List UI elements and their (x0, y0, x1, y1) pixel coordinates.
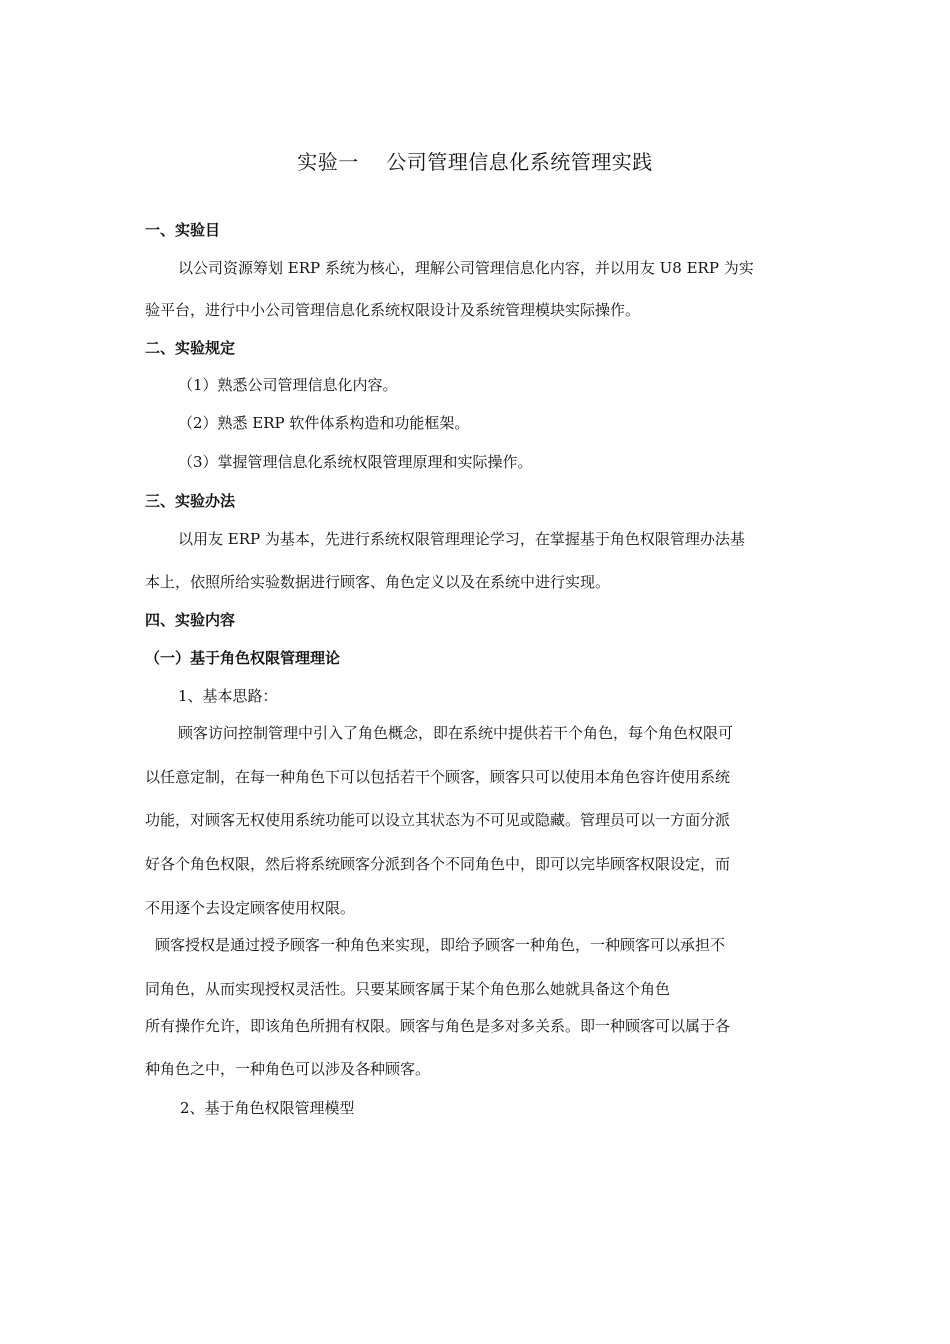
section-heading-requirements: 二、实验规定 (145, 339, 236, 357)
paragraph-line: 以任意定制，在每一种角色下可以包括若干个顾客，顾客只可以使用本角色容许使用系统 (145, 768, 731, 786)
point-heading: 2、基于角色权限管理模型 (180, 1099, 355, 1117)
paragraph-line: 同角色，从而实现授权灵活性。只要某顾客属于某个角色那么她就具备这个角色 (145, 980, 671, 998)
paragraph-line: 不用逐个去设定顾客使用权限。 (145, 899, 356, 917)
paragraph-line: 本上，依照所给实验数据进行顾客、角色定义以及在系统中进行实现。 (145, 573, 611, 591)
section-heading-purpose: 一、实验目 (145, 221, 221, 239)
paragraph-line: 功能，对顾客无权使用系统功能可以设立其状态为不可见或隐藏。管理员可以一方面分派 (145, 811, 731, 829)
paragraph-line: 顾客访问控制管理中引入了角色概念，即在系统中提供若干个角色，每个角色权限可 (178, 724, 734, 742)
paragraph-line: 顾客授权是通过授予顾客一种角色来实现，即给予顾客一种角色，一种顾客可以承担不 (155, 936, 726, 954)
point-heading: 1、基本思路： (178, 687, 278, 705)
section-heading-content: 四、实验内容 (145, 611, 236, 629)
paragraph-line: 所有操作允许，即该角色所拥有权限。顾客与角色是多对多关系。即一种顾客可以属于各 (145, 1017, 731, 1035)
page-title: 实验一 公司管理信息化系统管理实践 (297, 150, 653, 174)
list-item: （3）掌握管理信息化系统权限管理原理和实际操作。 (178, 453, 533, 471)
paragraph-line: 种角色之中，一种角色可以涉及各种顾客。 (145, 1060, 431, 1078)
subsection-heading: （一）基于角色权限管理理论 (145, 649, 341, 667)
paragraph-line: 好各个角色权限，然后将系统顾客分派到各个不同角色中，即可以完毕顾客权限设定，而 (145, 855, 731, 873)
section-heading-methods: 三、实验办法 (145, 492, 236, 510)
list-item: （2）熟悉 ERP 软件体系构造和功能框架。 (178, 414, 470, 432)
paragraph-line: 以用友 ERP 为基本，先进行系统权限管理理论学习，在掌握基于角色权限管理办法基 (178, 530, 745, 548)
paragraph-line: 以公司资源筹划 ERP 系统为核心，理解公司管理信息化内容，并以用友 U8 ERP 为实 (178, 259, 754, 277)
list-item: （1）熟悉公司管理信息化内容。 (178, 376, 398, 394)
paragraph-line: 验平台，进行中小公司管理信息化系统权限设计及系统管理模块实际操作。 (145, 301, 641, 319)
